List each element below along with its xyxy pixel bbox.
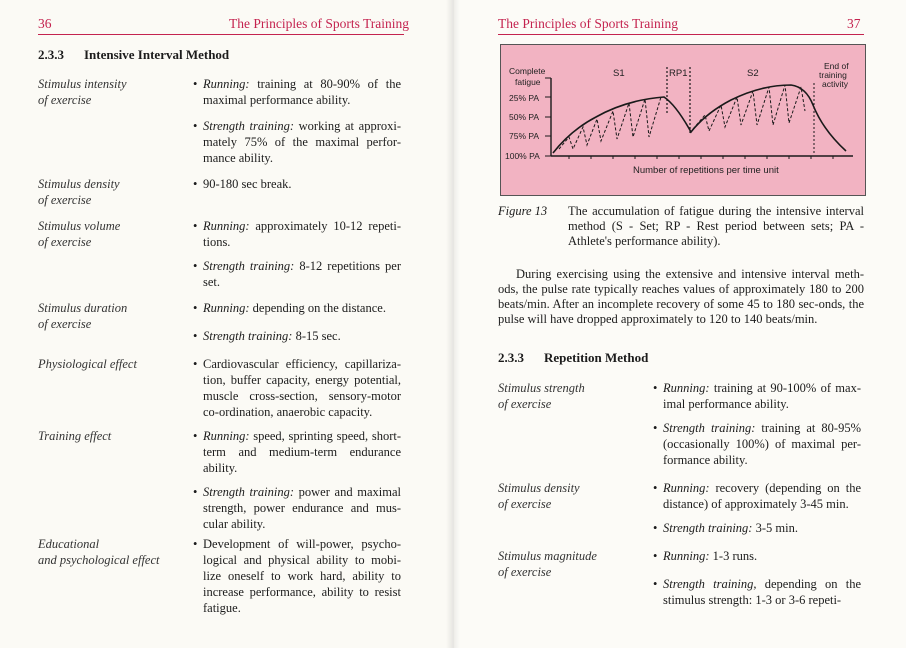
list-item: • Running: 1-3 runs. xyxy=(653,549,758,563)
bullet-icon: • xyxy=(653,549,658,563)
left-page xyxy=(0,0,452,648)
bullet-icon: • xyxy=(193,219,198,233)
list-item: • Running: approximately 10-12 repeti-tions. xyxy=(193,219,401,249)
section-heading xyxy=(38,47,229,63)
section-title: Intensive Interval Method xyxy=(84,47,230,62)
bullet-icon: • xyxy=(193,429,198,443)
y-label-complete: Complete xyxy=(509,66,546,76)
list-item: • Strength training: 3-5 min. xyxy=(653,521,798,535)
row-label: Physiological effect xyxy=(38,357,137,371)
page-number: 36 xyxy=(38,16,52,31)
header-rule xyxy=(38,34,404,35)
row-label: Stimulus duration of exercise xyxy=(38,301,128,331)
end-label-line2: training xyxy=(819,70,847,80)
list-item: • Cardiovascular efficiency, capillariza-tion, buffer capacity, energy potential, muscle cross-section, sensory-motor co-ordination, anaerobic capacity. xyxy=(193,357,401,419)
row-label: Stimulus density of exercise xyxy=(38,177,120,207)
list-item: • Strength training: training at 80-95% (occasionally 100%) of maximal per-formance ability. xyxy=(653,421,861,467)
section-number: 2.3.3 xyxy=(38,47,64,62)
x-axis-label: Number of repetitions per time unit xyxy=(633,165,779,176)
bullet-icon: • xyxy=(653,577,658,591)
bullet-icon: • xyxy=(193,357,198,371)
header-rule xyxy=(498,34,864,35)
row-label: Stimulus intensity of exercise xyxy=(38,77,127,107)
row-label: Educational and psychological effect xyxy=(38,537,160,567)
bullet-icon: • xyxy=(193,537,198,551)
bullet-icon: • xyxy=(193,329,198,343)
list-item: • Running: training at 80-90% of the maximal performance ability. xyxy=(193,77,401,107)
row-label: Training effect xyxy=(38,429,112,443)
bullet-icon: • xyxy=(193,77,198,91)
bullet-icon: • xyxy=(193,259,198,273)
section-number: 2.3.3 xyxy=(498,350,524,365)
row-label: Stimulus density of exercise xyxy=(498,481,580,511)
end-label-line1: End of xyxy=(824,61,849,71)
list-item: • 90-180 sec break. xyxy=(193,177,292,191)
y-label-75: 75% PA xyxy=(509,131,540,141)
right-page xyxy=(452,0,906,648)
set1-sawtooth xyxy=(559,97,661,149)
end-label-line3: activity xyxy=(822,79,848,89)
section-heading xyxy=(498,350,648,366)
bullet-icon: • xyxy=(193,301,198,315)
list-item: • Development of will-power, psycho-logical and physical ability to mobi-lize oneself to work hard, ability to increase performance, ability to resist fatigue. xyxy=(193,537,401,615)
bullet-icon: • xyxy=(653,521,658,535)
figure-caption-label: Figure 13 xyxy=(498,204,548,218)
list-item: • Strength training: 8-15 sec. xyxy=(193,329,341,343)
bullet-icon: • xyxy=(653,421,658,435)
list-item: • Running: recovery (depending on the distance) of approximately 3-45 min. xyxy=(653,481,861,511)
body-paragraph: During exercising using the extensive and intensive interval meth-ods, the pulse rate typically reaches values of approximately 180 to 200 beats/min. After an incomplete recovery of some 45 to 180 sec-onds, the pulse will have dropped approximately to 120 to 140 beats/min. xyxy=(498,267,864,326)
bullet-icon: • xyxy=(193,119,198,133)
set2-label: S2 xyxy=(747,68,759,79)
list-item: • Strength training: power and maximal strength, power endurance and mus-cular ability. xyxy=(193,485,401,531)
row-label: Stimulus volume of exercise xyxy=(38,219,121,249)
figure-caption: The accumulation of fatigue during the intensive interval method (S - Set; RP - Rest period between sets; PA - Athlete's performance ability). xyxy=(568,204,864,248)
y-label-50: 50% PA xyxy=(509,112,540,122)
bullet-icon: • xyxy=(653,481,658,495)
bullet-icon: • xyxy=(193,485,198,499)
list-item: • Strength training: 8-12 repetitions per set. xyxy=(193,259,402,289)
list-item: • Running: depending on the distance. xyxy=(193,301,386,315)
y-label-fatigue: fatigue xyxy=(515,77,541,87)
row-label: Stimulus magnitude of exercise xyxy=(498,549,597,579)
bullet-icon: • xyxy=(193,177,198,191)
list-item: • Strength training: working at approxi-mately 75% of the maximal perfor-mance ability. xyxy=(193,119,401,165)
bullet-icon: • xyxy=(653,381,658,395)
fatigue-figure xyxy=(500,44,866,196)
row-label: Stimulus strength of exercise xyxy=(498,381,585,411)
running-head: The Principles of Sports Training xyxy=(229,16,410,31)
y-label-25: 25% PA xyxy=(509,93,540,103)
running-head: The Principles of Sports Training xyxy=(498,16,679,31)
list-item: • Strength training, depending on the stimulus strength: 1-3 or 3-6 repeti- xyxy=(653,577,861,607)
section-title: Repetition Method xyxy=(544,350,649,365)
list-item: • Running: training at 90-100% of max-imal performance ability. xyxy=(653,381,861,411)
set1-label: S1 xyxy=(613,68,625,79)
fatigue-diagram xyxy=(501,45,865,195)
page-number: 37 xyxy=(847,16,861,31)
book-gutter xyxy=(446,0,460,648)
y-label-100: 100% PA xyxy=(505,151,540,161)
rest-period-label: RP1 xyxy=(669,68,688,79)
list-item: • Running: speed, sprinting speed, short-term and medium-term endurance ability. xyxy=(193,429,401,475)
